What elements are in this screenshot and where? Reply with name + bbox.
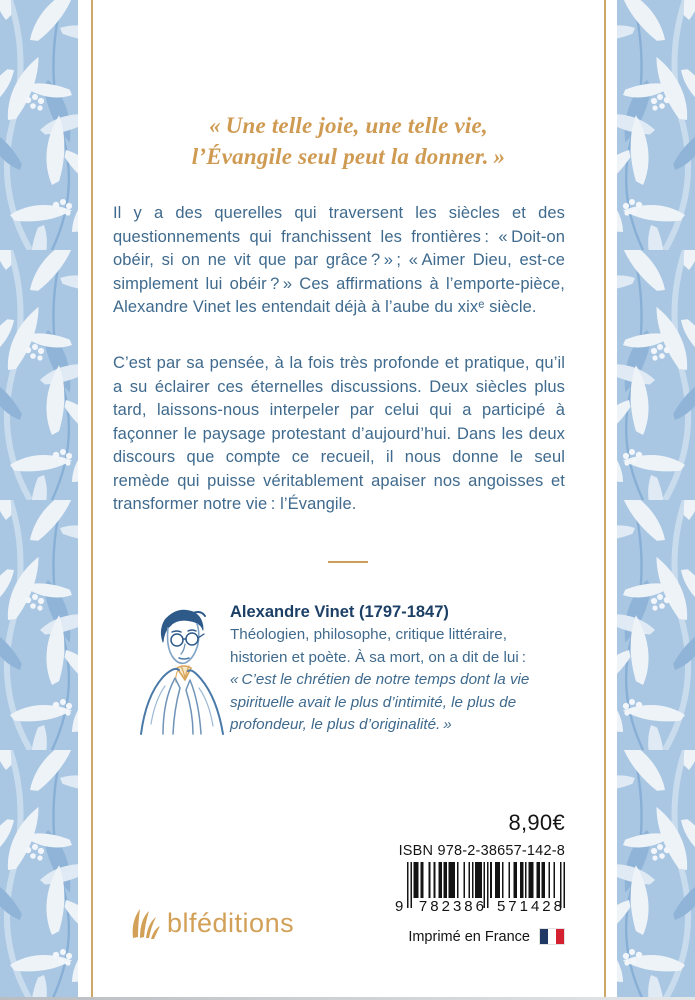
- blurb-paragraph-1: Il y a des querelles qui traversent les siècles et des questionnements qui franchissent les frontières : « Doit-on obéir, si on ne vit que par grâce ? » ; « Aimer Dieu, est-ce simplement lui obéir ? » Ces affirmations à l’emporte-pièce, Alexandre Vinet les entendait déjà à l’aube du xixᵉ siècle.: [113, 204, 565, 316]
- author-portrait-illustration: [133, 600, 228, 738]
- ean13-barcode: [395, 862, 565, 922]
- gold-divider: [328, 561, 368, 563]
- printed-in-france: [408, 928, 565, 945]
- publisher-name: blféditions: [167, 907, 295, 938]
- price: 8,90€: [508, 810, 565, 835]
- printed-label: Imprimé en France: [408, 928, 530, 945]
- barcode-digits: [395, 898, 565, 915]
- blurb-paragraph-2: C’est par sa pensée, à la fois très profonde et pratique, qu’il a su éclairer ces éternelles discussions. Deux siècles plus tard, laissons-nous interpeler par celui qui a participé à façonner le paysage protestant d’aujourd’hui. Dans les deux discours que compte ce recueil, il nous donne le seul remède qui puisse véritablement apaiser nos angoisses et transformer notre vie : l’Évangile.: [113, 354, 565, 513]
- barcode-digit-first: 9: [395, 898, 404, 915]
- barcode-digit-group1: 782386: [418, 898, 487, 915]
- floral-border-left: [0, 0, 78, 1000]
- headline-quote: [93, 110, 604, 172]
- author-name: Alexandre Vinet (1797-1847): [230, 603, 449, 621]
- publisher-logo: [130, 905, 294, 941]
- author-bio: [230, 624, 566, 737]
- headline-quote-line2: l’Évangile seul peut la donner. »: [191, 144, 506, 169]
- floral-border-right: [617, 0, 695, 1000]
- headline-quote-line1: « Une telle joie, une telle vie,: [209, 113, 488, 138]
- author-section: [230, 600, 566, 737]
- barcode-digit-group2: 571428: [496, 898, 565, 915]
- gold-rule-right: [604, 0, 606, 1000]
- publisher-book-icon: [130, 905, 160, 941]
- isbn-label: ISBN 978-2-38657-142-8: [398, 843, 565, 859]
- author-bio-quote: « C’est le chrétien de notre temps dont la vie spirituelle avait le plus d’intimité, le plus de profondeur, le plus d’originalité. »: [230, 671, 530, 733]
- author-bio-intro: Théologien, philosophe, critique littéraire, historien et poète. À sa mort, on a dit de lui :: [230, 626, 526, 666]
- french-flag-icon: [539, 928, 565, 945]
